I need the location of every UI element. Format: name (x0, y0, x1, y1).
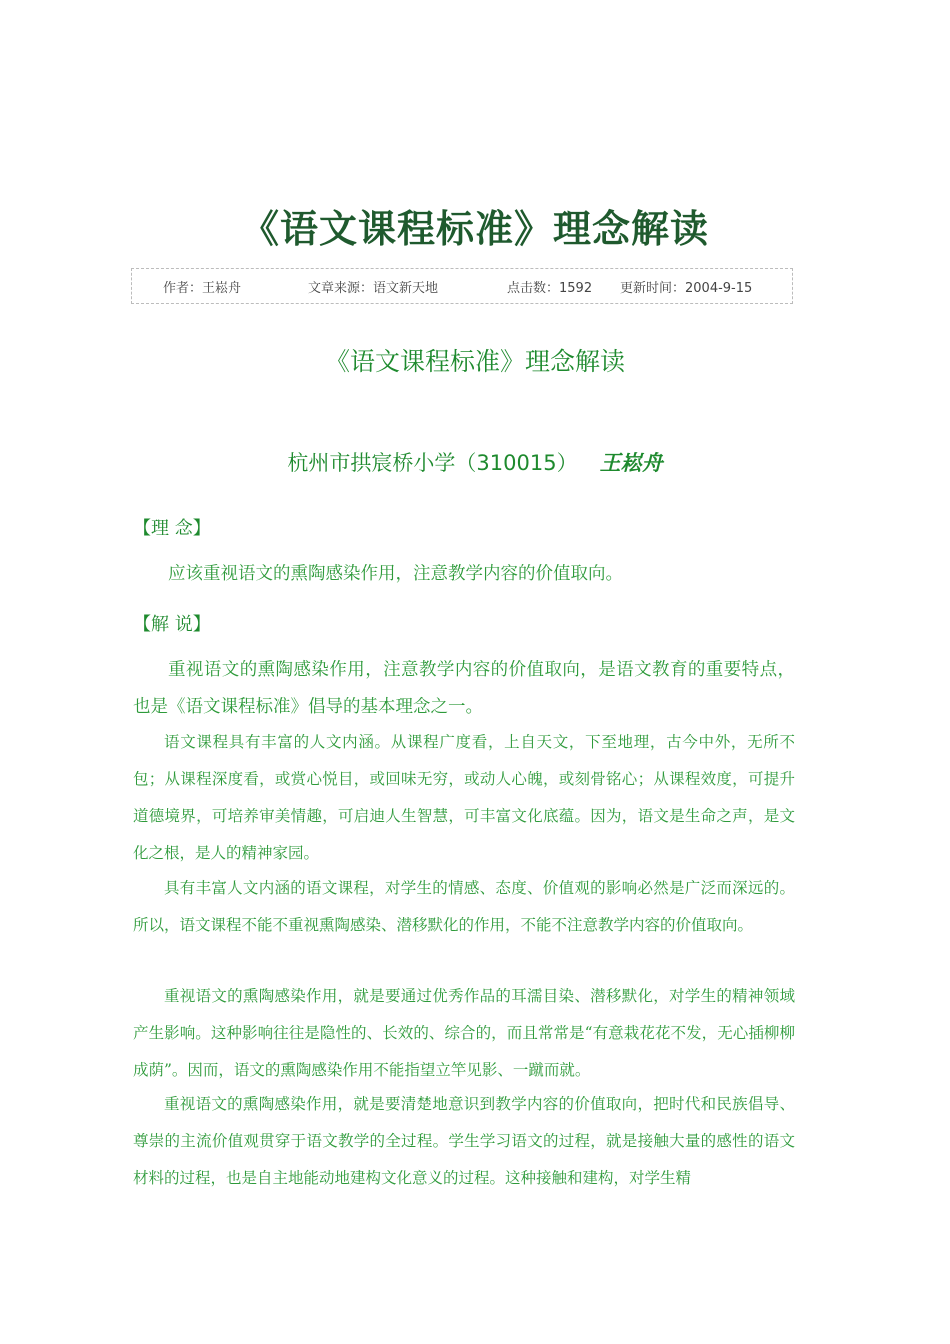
paragraph-4: 重视语文的熏陶感染作用，就是要通过优秀作品的耳濡目染、潜移默化，对学生的精神领域产生影响。这种影响往往是隐性的、长效的、综合的，而且常常是“有意栽花花不发，无心插柳柳成荫”。因而，语文的熏陶感染作用不能指望立竿见影、一蹴而就。 (133, 987, 795, 1079)
heading-concept: 【理 念】 (133, 518, 211, 539)
paragraph-5: 重视语文的熏陶感染作用，就是要清楚地意识到教学内容的价值取向，把时代和民族倡导、尊崇的主流价值观贯穿于语文教学的全过程。学生学习语文的过程，就是接触大量的感性的语文材料的过程，也是自主地能动地建构文化意义的过程。这种接触和建构，对学生精 (133, 1095, 795, 1187)
concept-text: 应该重视语文的熏陶感染作用，注意教学内容的价值取向。 (168, 564, 623, 584)
paragraph-3: 具有丰富人文内涵的语文课程，对学生的情感、态度、价值观的影响必然是广泛而深远的。所以，语文课程不能不重视熏陶感染、潜移默化的作用，不能不注意教学内容的价值取向。 (133, 879, 795, 934)
byline-author: 王崧舟 (599, 450, 663, 475)
page-title: 《语文课程标准》理念解读 (240, 207, 709, 251)
meta-author: 作者：王崧舟 (163, 281, 242, 296)
article-meta-box (131, 268, 793, 304)
meta-source: 文章来源：语文新天地 (308, 281, 439, 296)
heading-explain: 【解 说】 (133, 614, 211, 635)
meta-updated: 更新时间：2004-9-15 (620, 281, 753, 296)
article-subtitle: 《语文课程标准》理念解读 (324, 347, 625, 376)
byline-org: 杭州市拱宸桥小学（310015） (287, 451, 578, 475)
article-byline (0, 447, 950, 477)
meta-hits: 点击数：1592 (507, 281, 593, 296)
paragraph-2: 语文课程具有丰富的人文内涵。从课程广度看，上自天文，下至地理，古今中外，无所不包；从课程深度看，或赏心悦目，或回味无穷，或动人心魄，或刻骨铭心；从课程效度，可提升道德境界，可培养审美情趣，可启迪人生智慧，可丰富文化底蕴。因为，语文是生命之声，是文化之根，是人的精神家园。 (133, 733, 795, 862)
paragraph-1: 重视语文的熏陶感染作用，注意教学内容的价值取向，是语文教育的重要特点，也是《语文课程标准》倡导的基本理念之一。 (133, 660, 795, 717)
